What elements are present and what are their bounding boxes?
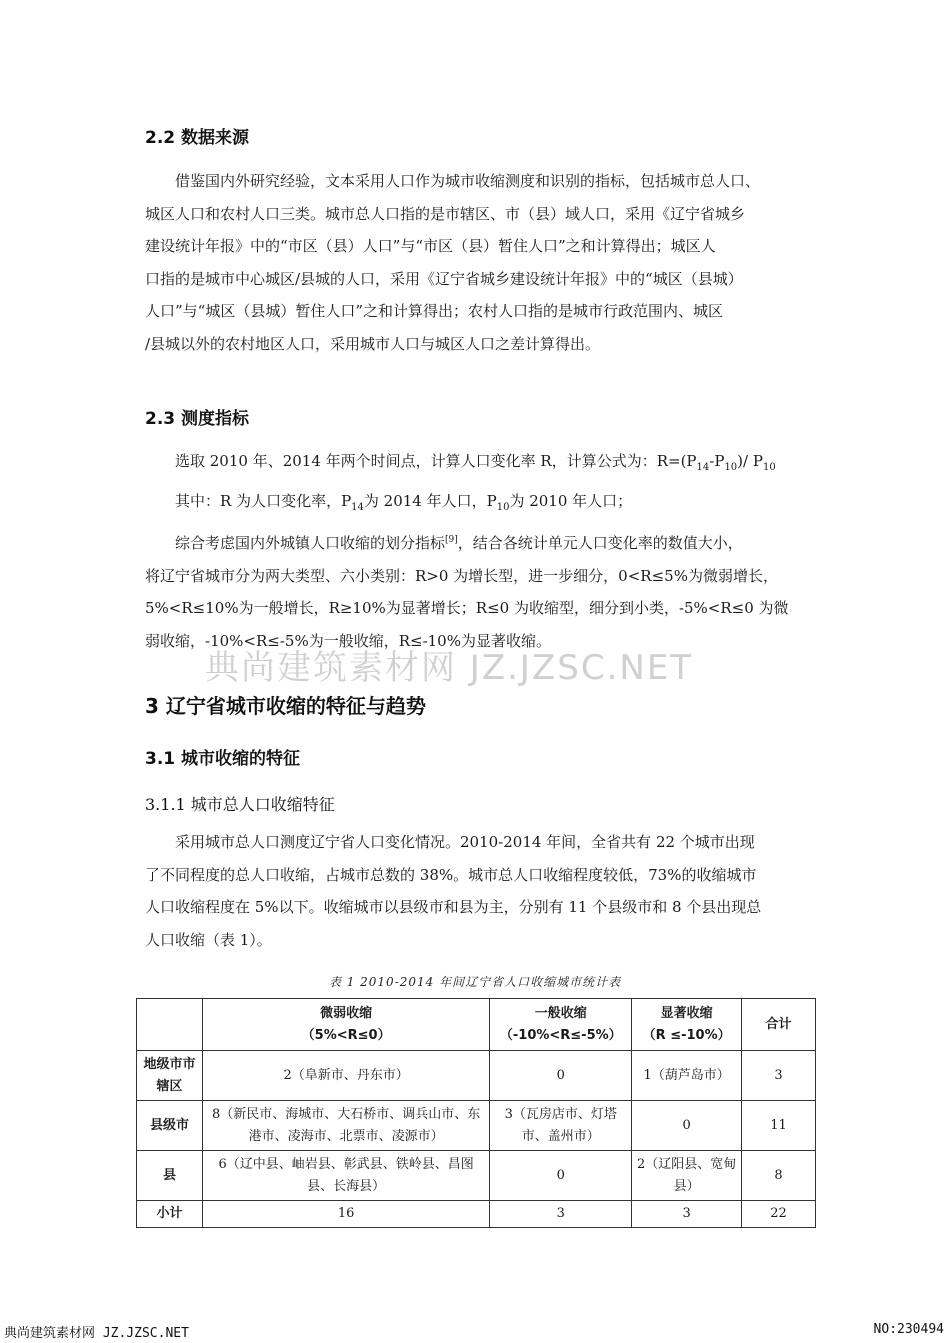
row-label: 地级市市辖区: [137, 1051, 203, 1101]
table-cell: 11: [742, 1101, 816, 1151]
footer-site-name: 典尚建筑素材网 JZ.JZSC.NET: [4, 1326, 189, 1341]
paragraph-line: 弱收缩，-10%<R≤-5%为一般收缩，R≤-10%为显著收缩。: [145, 631, 551, 650]
watermark: 典尚建筑素材网 JZ.JZSC.NET: [205, 648, 694, 688]
table-row: [137, 1101, 816, 1151]
table-cell: 16: [202, 1201, 489, 1228]
row-label: 县级市: [137, 1101, 203, 1151]
paragraph-line: 建设统计年报》中的“市区（县）人口”与“市区（县）暂住人口”之和计算得出；城区人: [145, 237, 716, 255]
table-header-row: [137, 999, 816, 1051]
paragraph-line: 口指的是城市中心城区/县城的人口，采用《辽宁省城乡建设统计年报》中的“城区（县城）: [145, 269, 743, 288]
paragraph-line: 借鉴国内外研究经验，文本采用人口作为城市收缩测度和识别的指标，包括城市总人口、: [175, 172, 761, 190]
shrinking-cities-table: [136, 998, 816, 1228]
paragraph-line: 人口收缩程度在 5%以下。收缩城市以县级市和县为主，分别有 11 个县级市和 8 个县出现总: [145, 898, 762, 916]
section-3-title: 3 辽宁省城市收缩的特征与趋势: [145, 694, 426, 718]
table-cell: 3: [742, 1051, 816, 1101]
table-header-cell: 微弱收缩 （5%<R≤0）: [202, 999, 489, 1051]
paragraph-line: 了不同程度的总人口收缩，占城市总数的 38%。城市总人口收缩程度较低，73%的收缩城市: [145, 865, 757, 884]
paragraph-line: 人口”与“城区（县城）暂住人口”之和计算得出；农村人口指的是城市行政范围内、城区: [145, 302, 724, 320]
table-cell: 0: [490, 1151, 632, 1201]
citation-ref: [9]: [445, 535, 458, 545]
table-cell: 22: [742, 1201, 816, 1228]
section-2-2-body: [145, 165, 810, 360]
table-header-cell: 一般收缩 （-10%<R≤-5%）: [490, 999, 632, 1051]
table-cell: 8: [742, 1151, 816, 1201]
table-header-cell: 显著收缩 （R ≤-10%）: [632, 999, 742, 1051]
section-3-1-title: 3.1 城市收缩的特征: [145, 749, 301, 769]
table-cell: 3（瓦房店市、灯塔市、盖州市）: [490, 1101, 632, 1151]
paragraph-line: /县城以外的农村地区人口，采用城市人口与城区人口之差计算得出。: [145, 334, 601, 353]
section-3-1-1-title: 3.1.1 城市总人口收缩特征: [145, 795, 335, 814]
paragraph-line: 人口收缩（表 1）。: [145, 930, 272, 949]
paragraph-line: 综合考虑国内外城镇人口收缩的划分指标[9]，结合各统计单元人口变化率的数值大小，: [175, 534, 743, 552]
table-cell: 2（辽阳县、宽甸县）: [632, 1151, 742, 1201]
table-cell: 6（辽中县、岫岩县、彰武县、铁岭县、昌图县、长海县）: [202, 1151, 489, 1201]
section-2-3-title: 2.3 测度指标: [145, 409, 250, 429]
table-cell: 0: [632, 1101, 742, 1151]
section-2-2-title: 2.2 数据来源: [145, 128, 250, 148]
section-2-3-body: [145, 445, 810, 657]
table-cell: 0: [490, 1051, 632, 1101]
table-cell: 1（葫芦岛市）: [632, 1051, 742, 1101]
definition-line: 其中：R 为人口变化率，$P_{14}$为 2014 年人口，$P_{10}$为 2010 年人口；: [175, 491, 633, 513]
footer-doc-number: NO:230494: [873, 1322, 944, 1337]
table-cell: 2（阜新市、丹东市）: [202, 1051, 489, 1101]
paragraph-line: 5%<R≤10%为一般增长，R≥10%为显著增长；R≤0 为收缩型，细分到小类，-5%<R≤0 为微: [145, 599, 789, 617]
paragraph-line: 城区人口和农村人口三类。城市总人口指的是市辖区、市（县）域人口，采用《辽宁省城乡: [145, 204, 746, 223]
table-total-row: [137, 1201, 816, 1228]
table-corner-cell: [137, 999, 203, 1051]
table-cell: 3: [632, 1201, 742, 1228]
table-cell: 3: [490, 1201, 632, 1228]
paragraph-line: 采用城市总人口测度辽宁省人口变化情况。2010-2014 年间，全省共有 22 个城市出现: [175, 833, 755, 851]
formula-line: 选取 2010 年、2014 年两个时间点，计算人口变化率 R，计算公式为：$R=(P_{14}-P_{10})/$ $P_{10}$: [175, 452, 776, 473]
row-label: 小计: [137, 1201, 203, 1228]
section-3-1-1-body: [145, 826, 810, 956]
row-label: 县: [137, 1151, 203, 1201]
table-caption: 表 1 2010-2014 年间辽宁省人口收缩城市统计表: [328, 975, 622, 989]
paragraph-line: 将辽宁省城市分为两大类型、六小类别：R>0 为增长型，进一步细分，0<R≤5%为微弱增长，: [145, 566, 778, 585]
table-header-cell: 合计: [742, 999, 816, 1051]
table-row: [137, 1051, 816, 1101]
table-cell: 8（新民市、海城市、大石桥市、调兵山市、东港市、凌海市、北票市、凌源市）: [202, 1101, 489, 1151]
table-row: [137, 1151, 816, 1201]
